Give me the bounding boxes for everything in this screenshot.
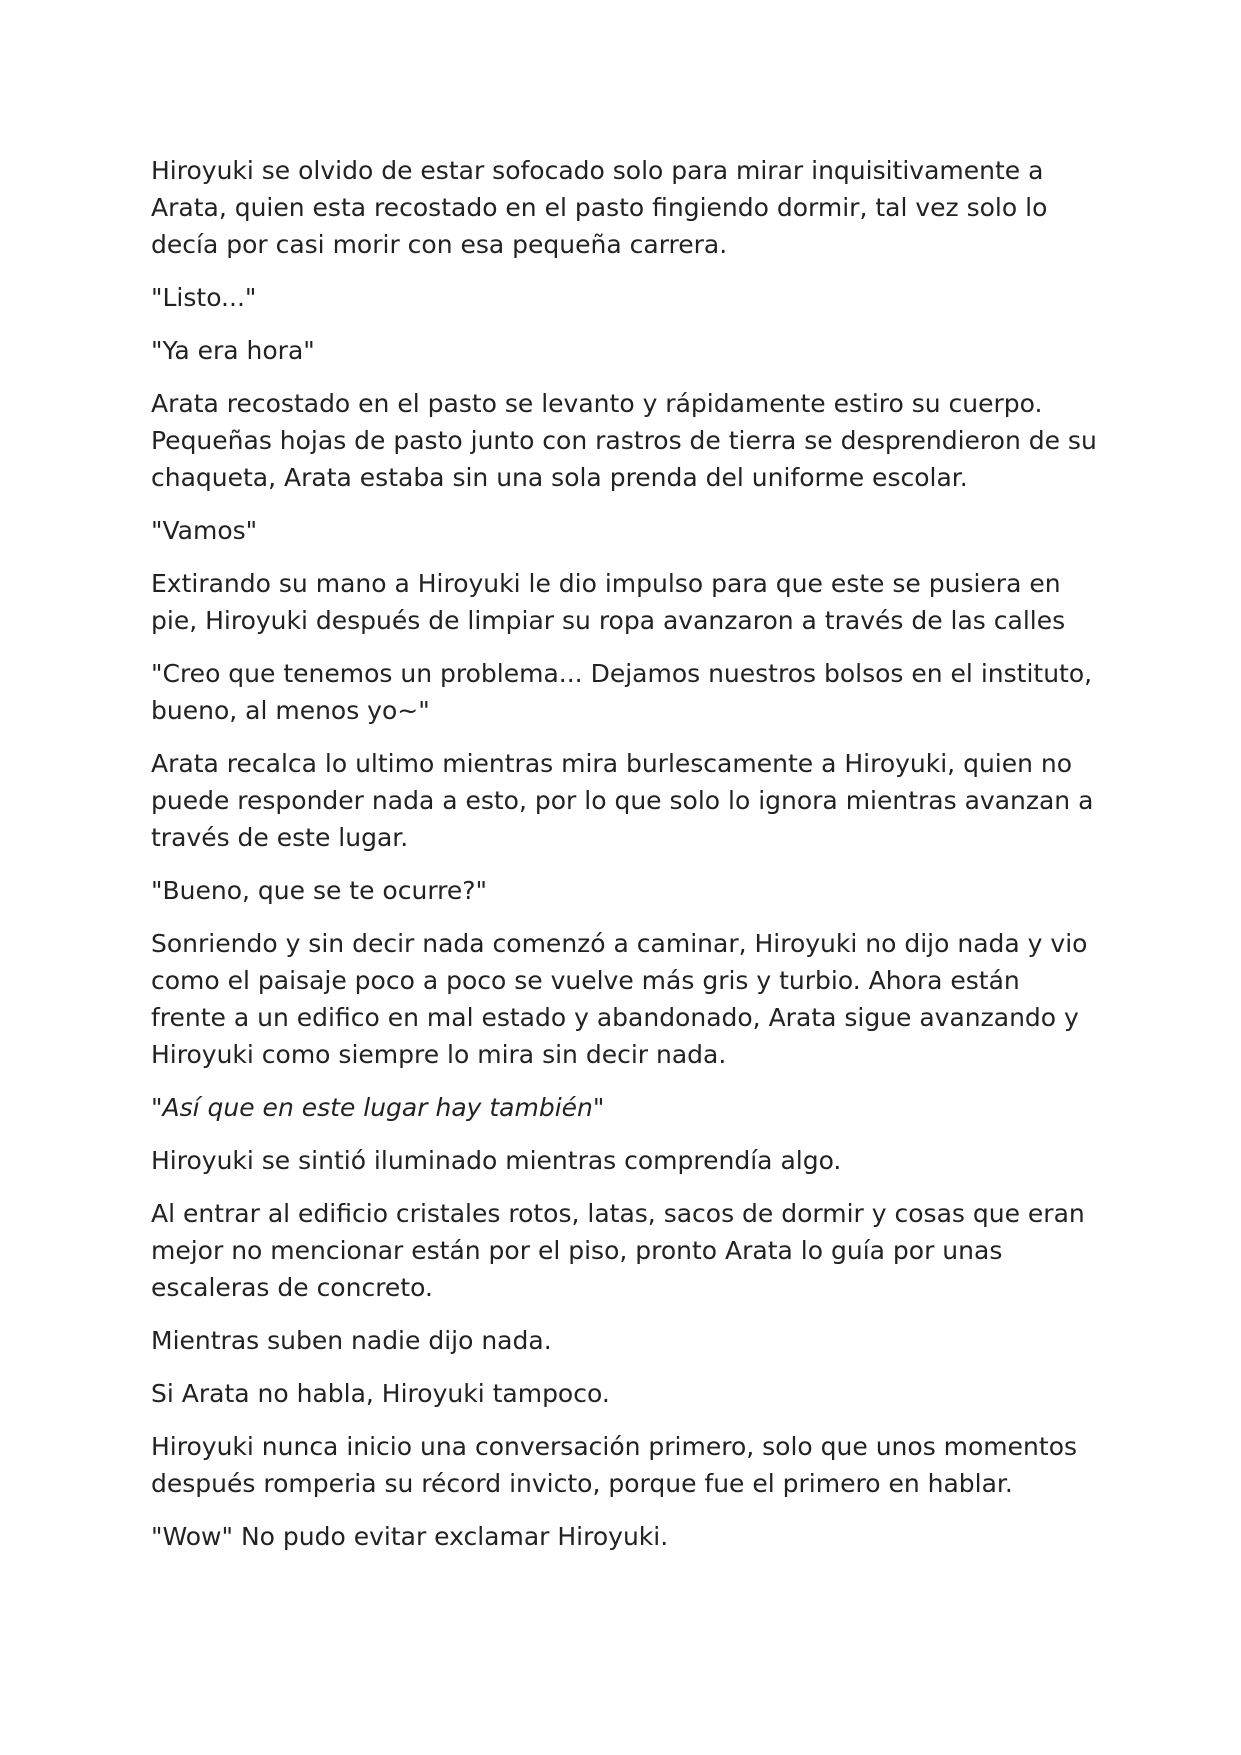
document-body: [151, 152, 1101, 1571]
paragraph-10: Sonriendo y sin decir nada comenzó a caminar, Hiroyuki no dijo nada y vio como el paisaje poco a poco se vuelve más gris y turbio. Ahora están frente a un edifico en mal estado y abandonado, Arata sigue avanzando y Hiroyuki como siempre lo mira sin decir nada.: [151, 929, 1088, 1069]
paragraph-6: Extirando su mano a Hiroyuki le dio impulso para que este se pusiera en pie, Hiroyuki después de limpiar su ropa avanzaron a través de las calles: [151, 569, 1066, 635]
paragraph-17: "Wow" No pudo evitar exclamar Hiroyuki.: [151, 1522, 669, 1551]
paragraph-12: Hiroyuki se sintió iluminado mientras comprendía algo.: [151, 1146, 842, 1175]
paragraph-8: Arata recalca lo ultimo mientras mira burlescamente a Hiroyuki, quien no puede responder nada a esto, por lo que solo lo ignora mientras avanzan a través de este lugar.: [151, 749, 1094, 852]
paragraph-16: Hiroyuki nunca inicio una conversación primero, solo que unos momentos después romperia su récord invicto, porque fue el primero en hablar.: [151, 1432, 1078, 1498]
paragraph-5: "Vamos": [151, 516, 258, 545]
paragraph-4: Arata recostado en el pasto se levanto y rápidamente estiro su cuerpo. Pequeñas hojas de pasto junto con rastros de tierra se desprendieron de su chaqueta, Arata estaba sin una sola prenda del uniforme escolar.: [151, 389, 1097, 492]
paragraph-2: "Listo...": [151, 283, 257, 312]
paragraph-9: "Bueno, que se te ocurre?": [151, 876, 488, 905]
paragraph-7: "Creo que tenemos un problema... Dejamos nuestros bolsos en el instituto, bueno, al menos yo~": [151, 659, 1093, 725]
paragraph-15: Si Arata no habla, Hiroyuki tampoco.: [151, 1379, 610, 1408]
paragraph-3: "Ya era hora": [151, 336, 315, 365]
paragraph-14: Mientras suben nadie dijo nada.: [151, 1326, 552, 1355]
paragraph-11: "Así que en este lugar hay también": [151, 1093, 605, 1122]
paragraph-1: Hiroyuki se olvido de estar sofocado solo para mirar inquisitivamente a Arata, quien esta recostado en el pasto fingiendo dormir, tal vez solo lo decía por casi morir con esa pequeña carrera.: [151, 156, 1048, 259]
paragraph-13: Al entrar al edificio cristales rotos, latas, sacos de dormir y cosas que eran mejor no mencionar están por el piso, pronto Arata lo guía por unas escaleras de concreto.: [151, 1199, 1085, 1302]
